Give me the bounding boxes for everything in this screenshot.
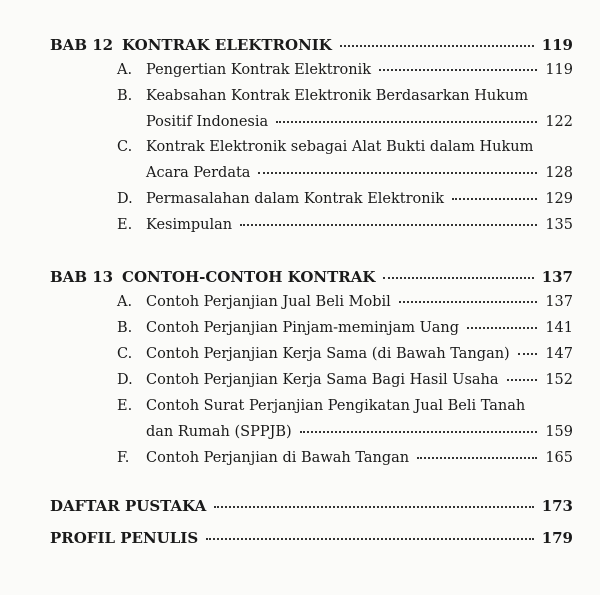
dot-leader (206, 538, 534, 540)
chapter-title: KONTRAK ELEKTRONIK (122, 36, 332, 54)
page-number: 119 (545, 62, 573, 78)
page-number: 122 (545, 114, 573, 130)
entry-title-continued: Positif Indonesia (146, 114, 269, 130)
entry-title: Pengertian Kontrak Elektronik (146, 62, 372, 78)
dot-leader (507, 379, 537, 381)
dot-leader (383, 277, 533, 279)
entry-letter: A. (117, 62, 133, 78)
entry-title: Keabsahan Kontrak Elektronik Berdasarkan Hukum (146, 88, 529, 104)
page-number: 129 (545, 191, 573, 207)
toc-entry[interactable] (117, 450, 573, 466)
entry-title: Contoh Perjanjian Kerja Sama Bagi Hasil Usaha (146, 372, 499, 388)
page-number: 137 (541, 268, 573, 286)
entry-title: Permasalahan dalam Kontrak Elektronik (146, 191, 445, 207)
entry-letter: B. (117, 320, 133, 336)
dot-leader (300, 431, 537, 433)
toc-entry[interactable] (117, 191, 573, 207)
dot-leader (276, 121, 537, 123)
entry-letter: D. (117, 372, 133, 388)
toc-daftar-pustaka[interactable] (50, 497, 573, 515)
entry-title: Contoh Perjanjian di Bawah Tangan (146, 450, 410, 466)
toc-entry-continuation[interactable] (146, 424, 573, 440)
entry-letter: E. (117, 398, 133, 414)
page-number: 137 (545, 294, 573, 310)
toc-entry[interactable] (117, 294, 573, 310)
entry-title: Contoh Surat Perjanjian Pengikatan Jual Beli Tanah (146, 398, 526, 414)
entry-letter: A. (117, 294, 133, 310)
dot-leader (379, 69, 537, 71)
toc-entry[interactable] (117, 346, 573, 362)
page-number: 135 (545, 217, 573, 233)
dot-leader (214, 506, 533, 508)
toc-entry[interactable] (117, 320, 573, 336)
page-number: 128 (545, 165, 573, 181)
dot-leader (399, 301, 537, 303)
toc-entry[interactable] (117, 398, 573, 414)
entry-letter: B. (117, 88, 133, 104)
page-number: 147 (545, 346, 573, 362)
toc-entry[interactable] (117, 88, 573, 104)
entry-letter: C. (117, 139, 133, 155)
entry-title: Kontrak Elektronik sebagai Alat Bukti dalam Hukum (146, 139, 534, 155)
toc-entry[interactable] (117, 372, 573, 388)
entry-title-continued: dan Rumah (SPPJB) (146, 424, 292, 440)
page-number: 173 (541, 497, 573, 515)
entry-title: Kesimpulan (146, 217, 233, 233)
toc-entry-continuation[interactable] (146, 165, 573, 181)
entry-title-continued: Acara Perdata (146, 165, 251, 181)
toc-entry[interactable] (117, 139, 573, 155)
entry-title: Contoh Perjanjian Pinjam-meminjam Uang (146, 320, 460, 336)
dot-leader (340, 45, 534, 47)
page-number: 159 (545, 424, 573, 440)
dot-leader (518, 353, 537, 355)
toc-profil-penulis[interactable] (50, 529, 573, 547)
page-number: 119 (541, 36, 573, 54)
toc-entry[interactable] (117, 217, 573, 233)
toc-chapter-12[interactable] (50, 36, 573, 54)
chapter-number: BAB 13 (50, 268, 114, 286)
dot-leader (240, 224, 537, 226)
dot-leader (417, 457, 537, 459)
dot-leader (467, 327, 537, 329)
entry-letter: C. (117, 346, 133, 362)
entry-title: Contoh Perjanjian Kerja Sama (di Bawah Tangan) (146, 346, 510, 362)
page-number: 152 (545, 372, 573, 388)
page-number: 179 (541, 529, 573, 547)
back-matter-title: DAFTAR PUSTAKA (50, 497, 207, 515)
chapter-number: BAB 12 (50, 36, 114, 54)
entry-letter: E. (117, 217, 133, 233)
chapter-title: CONTOH-CONTOH KONTRAK (122, 268, 376, 286)
dot-leader (452, 198, 537, 200)
entry-letter: D. (117, 191, 133, 207)
entry-title: Contoh Perjanjian Jual Beli Mobil (146, 294, 391, 310)
toc-entry[interactable] (117, 62, 573, 78)
back-matter-title: PROFIL PENULIS (50, 529, 199, 547)
page-number: 141 (545, 320, 573, 336)
dot-leader (258, 172, 537, 174)
entry-letter: F. (117, 450, 130, 466)
page-number: 165 (545, 450, 573, 466)
toc-chapter-13[interactable] (50, 268, 573, 286)
toc-entry-continuation[interactable] (146, 114, 573, 130)
